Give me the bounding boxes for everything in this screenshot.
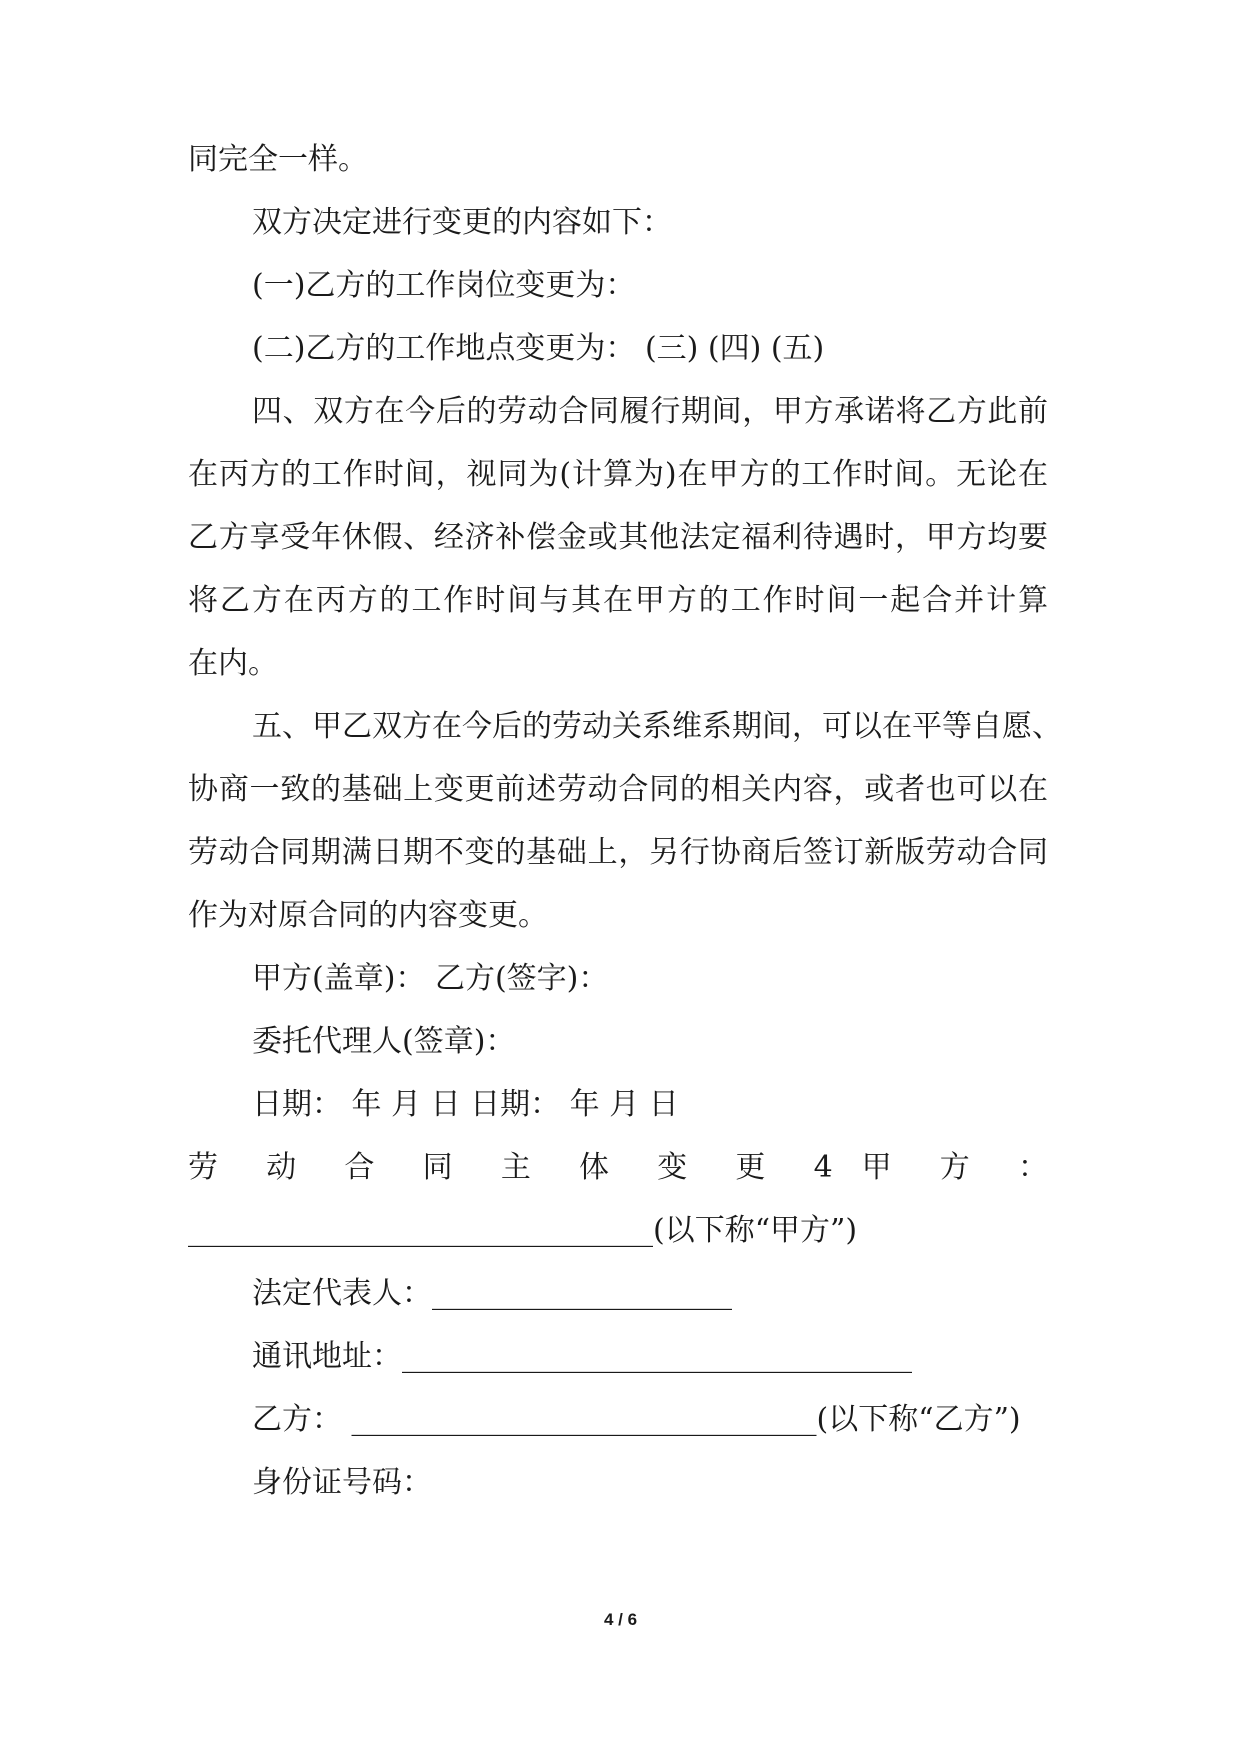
date-line: 日期： 年 月 日 日期： 年 月 日: [252, 1087, 679, 1122]
signature-line: 委托代理人(签章)：: [252, 1024, 516, 1059]
form-field-line: 法定代表人：____________________: [252, 1276, 732, 1311]
form-field-line: 身份证号码：: [252, 1465, 432, 1500]
list-item: (二)乙方的工作地点变更为： (三) (四) (五): [252, 331, 825, 366]
signature-line: 甲方(盖章)： 乙方(签字)：: [252, 961, 609, 996]
paragraph-line: 作为对原合同的内容变更。: [188, 898, 548, 933]
form-field-line: 通讯地址：__________________________________: [252, 1339, 912, 1374]
form-field-line: _______________________________(以下称“甲方”): [188, 1213, 858, 1248]
paragraph-line: 在丙方的工作时间，视同为(计算为)在甲方的工作时间。无论在: [188, 457, 1048, 492]
form-field-line: 乙方： _______________________________(以下称“乙方”): [252, 1402, 1021, 1437]
paragraph-line: 在内。: [188, 646, 278, 681]
list-item: (一)乙方的工作岗位变更为：: [252, 268, 636, 303]
paragraph-line: 劳动合同期满日期不变的基础上，另行协商后签订新版劳动合同: [188, 835, 1048, 870]
paragraph-line: 将乙方在丙方的工作时间与其在甲方的工作时间一起合并计算: [188, 583, 1048, 618]
paragraph-line: 双方决定进行变更的内容如下：: [252, 205, 672, 240]
paragraph-line: 五、甲乙双方在今后的劳动关系维系期间，可以在平等自愿、: [252, 709, 1062, 744]
paragraph-line: 协商一致的基础上变更前述劳动合同的相关内容，或者也可以在: [188, 772, 1048, 807]
page-number: 4 / 6: [603, 1610, 638, 1629]
section-heading: 劳 动 合 同 主 体 变 更 4 甲 方 ：: [188, 1150, 1048, 1185]
paragraph-line: 乙方享受年休假、经济补偿金或其他法定福利待遇时，甲方均要: [188, 520, 1048, 555]
paragraph-line: 同完全一样。: [188, 142, 368, 177]
paragraph-line: 四、双方在今后的劳动合同履行期间，甲方承诺将乙方此前: [252, 394, 1048, 429]
